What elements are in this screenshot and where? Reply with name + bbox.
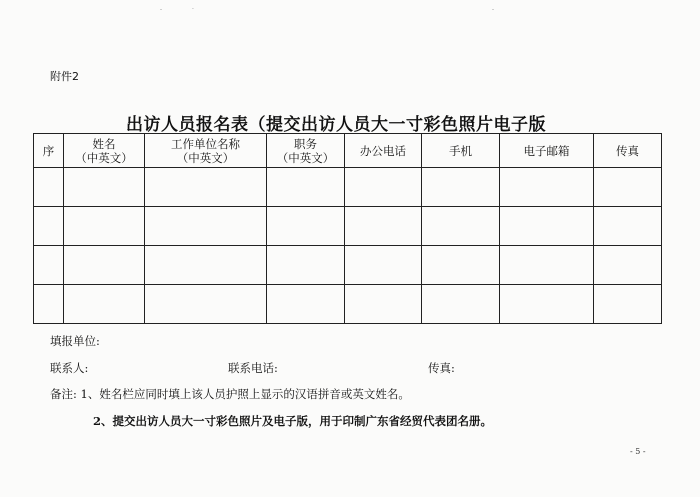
header-label: 传真 xyxy=(616,143,639,158)
header-sublabel: （中英文） xyxy=(276,150,335,165)
header-position xyxy=(267,134,345,168)
header-sublabel: （中英文） xyxy=(75,150,133,165)
table-cell[interactable] xyxy=(422,207,500,246)
contact-person-label: 联系人: xyxy=(50,361,89,375)
table-cell[interactable] xyxy=(64,207,145,246)
table-cell[interactable] xyxy=(594,246,662,285)
header-label: 姓名 xyxy=(92,136,116,151)
table-cell[interactable] xyxy=(422,285,500,324)
table-row xyxy=(34,207,662,246)
table-cell[interactable] xyxy=(345,246,422,285)
table-cell[interactable] xyxy=(500,168,594,207)
scan-mark: - xyxy=(492,6,495,13)
table-cell[interactable] xyxy=(345,168,422,207)
table-cell[interactable] xyxy=(34,207,64,246)
table-cell[interactable] xyxy=(422,246,500,285)
note-1: 备注: 1、姓名栏应同时填上该人员护照上显示的汉语拼音或英文姓名。 xyxy=(50,387,410,401)
contact-phone-label: 联系电话: xyxy=(228,361,278,375)
table-cell[interactable] xyxy=(345,207,422,246)
table-cell[interactable] xyxy=(500,207,594,246)
table-cell[interactable] xyxy=(64,168,145,207)
header-label: 手机 xyxy=(449,143,472,158)
scan-mark: · xyxy=(192,6,194,13)
table-cell[interactable] xyxy=(594,168,662,207)
table-cell[interactable] xyxy=(594,285,662,324)
table-cell[interactable] xyxy=(345,285,422,324)
page-title: 出访人员报名表（提交出访人员大一寸彩色照片电子版 xyxy=(126,115,546,135)
table-cell[interactable] xyxy=(145,285,267,324)
note-2: 2、提交出访人员大一寸彩色照片及电子版，用于印制广东省经贸代表团名册。 xyxy=(93,414,492,428)
table-cell[interactable] xyxy=(422,168,500,207)
table-row xyxy=(34,168,662,207)
header-label: 工作单位名称 xyxy=(171,136,240,151)
header-label: 电子邮箱 xyxy=(523,143,570,158)
scan-mark: - xyxy=(160,6,163,13)
table-row xyxy=(34,246,662,285)
table-cell[interactable] xyxy=(64,246,145,285)
table-cell[interactable] xyxy=(145,246,267,285)
header-work-unit xyxy=(145,134,267,168)
header-label: 办公电话 xyxy=(360,143,406,158)
table-cell[interactable] xyxy=(267,207,345,246)
header-name xyxy=(64,134,145,168)
registration-table xyxy=(33,133,662,324)
header-label: 职务 xyxy=(294,136,317,151)
table-cell[interactable] xyxy=(267,168,345,207)
table-cell[interactable] xyxy=(34,168,64,207)
table-cell[interactable] xyxy=(145,207,267,246)
header-fax xyxy=(594,134,662,168)
table-cell[interactable] xyxy=(594,207,662,246)
table-row xyxy=(34,285,662,324)
table-cell[interactable] xyxy=(267,246,345,285)
header-sublabel: （中英文） xyxy=(176,150,235,165)
table-cell[interactable] xyxy=(145,168,267,207)
table-header-row xyxy=(34,134,662,168)
fill-unit-label: 填报单位: xyxy=(50,334,100,348)
header-office-phone xyxy=(345,134,422,168)
header-email xyxy=(500,134,594,168)
table-cell[interactable] xyxy=(34,285,64,324)
attachment-label: 附件2 xyxy=(50,70,79,83)
table-cell[interactable] xyxy=(64,285,145,324)
header-index xyxy=(34,134,64,168)
page-number: - 5 - xyxy=(630,447,646,456)
fax-label: 传真: xyxy=(428,361,455,375)
header-mobile xyxy=(422,134,500,168)
table-cell[interactable] xyxy=(34,246,64,285)
table-cell[interactable] xyxy=(500,246,594,285)
table-cell[interactable] xyxy=(500,285,594,324)
table-cell[interactable] xyxy=(267,285,345,324)
header-label: 序 xyxy=(42,143,55,158)
